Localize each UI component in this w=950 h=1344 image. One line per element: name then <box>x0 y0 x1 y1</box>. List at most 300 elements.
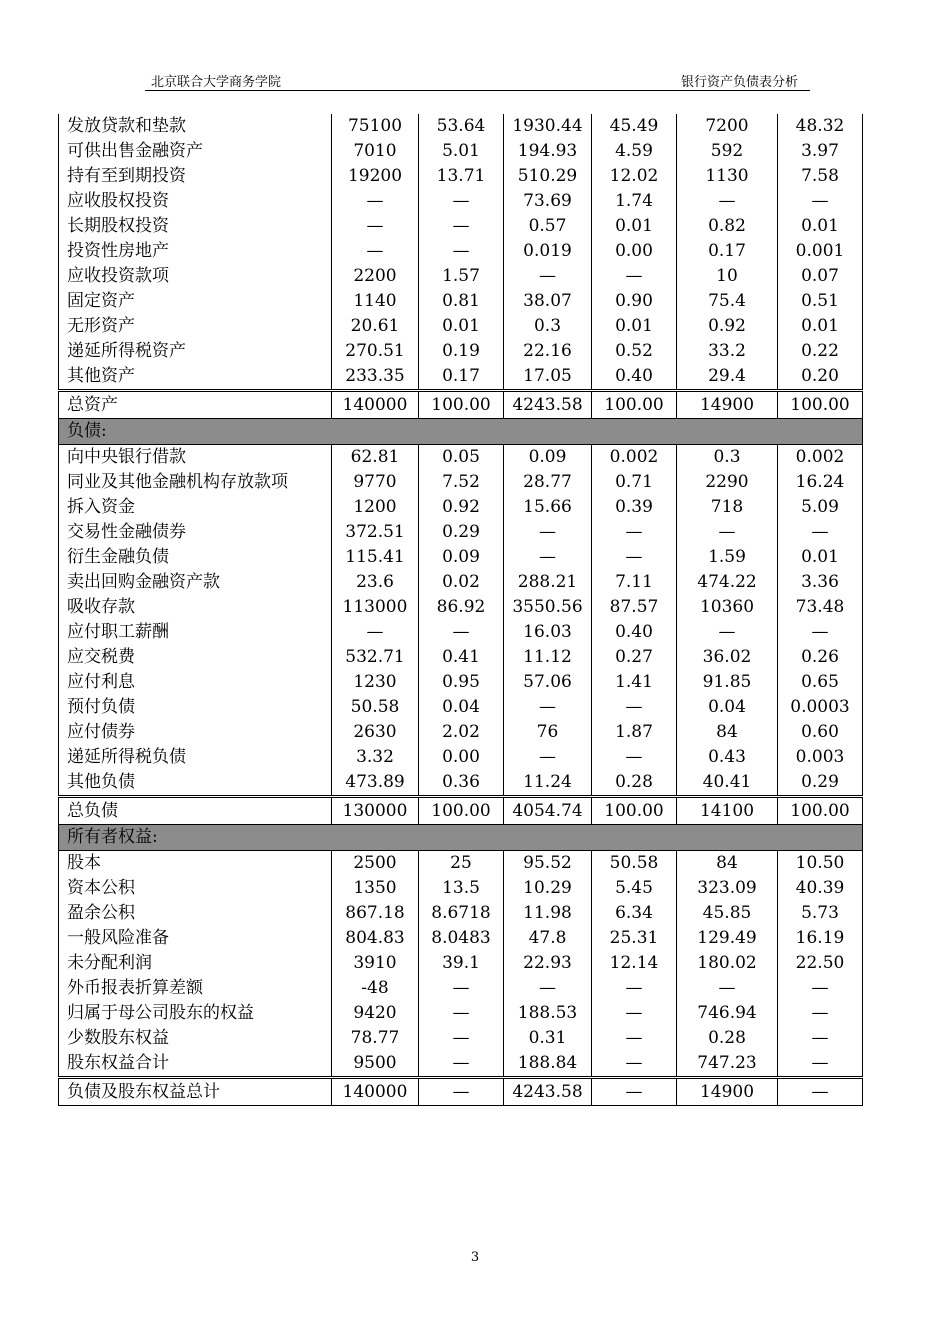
cell-value: 0.019 <box>504 239 592 264</box>
cell-value: 76 <box>504 720 592 745</box>
cell-value: — <box>778 1078 863 1106</box>
table-row <box>59 495 863 520</box>
row-label: 其他资产 <box>59 364 332 391</box>
cell-value: 0.60 <box>778 720 863 745</box>
cell-value: — <box>677 620 778 645</box>
cell-value: 1930.44 <box>504 114 592 139</box>
row-label: 发放贷款和垫款 <box>59 114 332 139</box>
cell-value: 87.57 <box>592 595 677 620</box>
cell-value: 38.07 <box>504 289 592 314</box>
cell-value: 9770 <box>332 470 419 495</box>
cell-value: 0.29 <box>419 520 504 545</box>
cell-value: 0.07 <box>778 264 863 289</box>
cell-value: 188.53 <box>504 1001 592 1026</box>
row-label: 外币报表折算差额 <box>59 976 332 1001</box>
cell-value: 7.52 <box>419 470 504 495</box>
row-label: 少数股东权益 <box>59 1026 332 1051</box>
cell-value: — <box>778 1001 863 1026</box>
cell-value: — <box>332 239 419 264</box>
cell-value: 0.31 <box>504 1026 592 1051</box>
table-row <box>59 620 863 645</box>
section-label: 所有者权益: <box>59 825 863 851</box>
cell-value: 0.04 <box>677 695 778 720</box>
cell-value: 0.01 <box>778 545 863 570</box>
cell-value: — <box>677 976 778 1001</box>
cell-value: 2630 <box>332 720 419 745</box>
balance-sheet-body <box>59 114 863 1106</box>
cell-value: — <box>592 976 677 1001</box>
row-label: 卖出回购金融资产款 <box>59 570 332 595</box>
row-label: 衍生金融负债 <box>59 545 332 570</box>
cell-value: — <box>504 745 592 770</box>
cell-value: — <box>592 745 677 770</box>
table-row <box>59 745 863 770</box>
cell-value: 13.71 <box>419 164 504 189</box>
cell-value: 45.85 <box>677 901 778 926</box>
cell-value: — <box>332 620 419 645</box>
table-row <box>59 876 863 901</box>
row-label: 预付负债 <box>59 695 332 720</box>
cell-value: 7.11 <box>592 570 677 595</box>
cell-value: 747.23 <box>677 1051 778 1078</box>
cell-value: 0.65 <box>778 670 863 695</box>
cell-value: 0.29 <box>778 770 863 797</box>
cell-value: — <box>419 976 504 1001</box>
cell-value: 0.20 <box>778 364 863 391</box>
cell-value: 25 <box>419 851 504 877</box>
row-label: 同业及其他金融机构存放款项 <box>59 470 332 495</box>
cell-value: 22.16 <box>504 339 592 364</box>
cell-value: 5.45 <box>592 876 677 901</box>
cell-value: 473.89 <box>332 770 419 797</box>
cell-value: — <box>419 214 504 239</box>
table-row <box>59 445 863 471</box>
row-label: 递延所得税负债 <box>59 745 332 770</box>
cell-value: 113000 <box>332 595 419 620</box>
page-header <box>145 70 810 91</box>
cell-value: 5.01 <box>419 139 504 164</box>
row-label: 盈余公积 <box>59 901 332 926</box>
table-row <box>59 470 863 495</box>
cell-value: 0.52 <box>592 339 677 364</box>
total-liabilities-row <box>59 797 863 825</box>
cell-value: 0.002 <box>592 445 677 471</box>
cell-value: 48.32 <box>778 114 863 139</box>
cell-value: — <box>504 545 592 570</box>
cell-value: 50.58 <box>332 695 419 720</box>
cell-value: 25.31 <box>592 926 677 951</box>
cell-value: — <box>778 520 863 545</box>
cell-value: 532.71 <box>332 645 419 670</box>
cell-value: 323.09 <box>677 876 778 901</box>
cell-value: 9500 <box>332 1051 419 1078</box>
cell-value: 130000 <box>332 797 419 825</box>
cell-value: 8.0483 <box>419 926 504 951</box>
table-row <box>59 1026 863 1051</box>
table-row <box>59 1001 863 1026</box>
row-label: 持有至到期投资 <box>59 164 332 189</box>
cell-value: 10.50 <box>778 851 863 877</box>
row-label: 无形资产 <box>59 314 332 339</box>
cell-value: — <box>504 520 592 545</box>
cell-value: — <box>332 214 419 239</box>
cell-value: 3.97 <box>778 139 863 164</box>
cell-value: 0.57 <box>504 214 592 239</box>
cell-value: 13.5 <box>419 876 504 901</box>
cell-value: — <box>419 189 504 214</box>
cell-value: 100.00 <box>419 797 504 825</box>
cell-value: 11.98 <box>504 901 592 926</box>
cell-value: 0.02 <box>419 570 504 595</box>
cell-value: 39.1 <box>419 951 504 976</box>
cell-value: 29.4 <box>677 364 778 391</box>
cell-value: — <box>504 976 592 1001</box>
cell-value: 3550.56 <box>504 595 592 620</box>
cell-value: — <box>592 1001 677 1026</box>
row-label: 投资性房地产 <box>59 239 332 264</box>
cell-value: 36.02 <box>677 645 778 670</box>
cell-value: 95.52 <box>504 851 592 877</box>
cell-value: 0.36 <box>419 770 504 797</box>
cell-value: 1200 <box>332 495 419 520</box>
cell-value: 14900 <box>677 1078 778 1106</box>
cell-value: 7.58 <box>778 164 863 189</box>
cell-value: 129.49 <box>677 926 778 951</box>
cell-value: 0.09 <box>419 545 504 570</box>
cell-value: 73.48 <box>778 595 863 620</box>
cell-value: 40.39 <box>778 876 863 901</box>
cell-value: 100.00 <box>778 391 863 419</box>
cell-value: 86.92 <box>419 595 504 620</box>
table-row <box>59 570 863 595</box>
cell-value: 0.05 <box>419 445 504 471</box>
table-row <box>59 520 863 545</box>
row-label: 应付利息 <box>59 670 332 695</box>
cell-value: 10360 <box>677 595 778 620</box>
row-label: 应收股权投资 <box>59 189 332 214</box>
row-label: 固定资产 <box>59 289 332 314</box>
cell-value: 4.59 <box>592 139 677 164</box>
cell-value: 73.69 <box>504 189 592 214</box>
cell-value: — <box>677 520 778 545</box>
cell-value: 180.02 <box>677 951 778 976</box>
cell-value: 91.85 <box>677 670 778 695</box>
row-label: 拆入资金 <box>59 495 332 520</box>
cell-value: 0.01 <box>592 314 677 339</box>
cell-value: 0.28 <box>592 770 677 797</box>
cell-value: 0.43 <box>677 745 778 770</box>
cell-value: 78.77 <box>332 1026 419 1051</box>
cell-value: 2500 <box>332 851 419 877</box>
table-row <box>59 670 863 695</box>
cell-value: 6.34 <box>592 901 677 926</box>
table-row <box>59 139 863 164</box>
cell-value: 22.50 <box>778 951 863 976</box>
cell-value: 2290 <box>677 470 778 495</box>
cell-value: 510.29 <box>504 164 592 189</box>
cell-value: — <box>419 1026 504 1051</box>
row-label: 其他负债 <box>59 770 332 797</box>
cell-value: — <box>778 620 863 645</box>
row-label: 总资产 <box>59 391 332 419</box>
cell-value: 19200 <box>332 164 419 189</box>
table-row <box>59 901 863 926</box>
cell-value: 20.61 <box>332 314 419 339</box>
cell-value: 28.77 <box>504 470 592 495</box>
table-row <box>59 645 863 670</box>
cell-value: — <box>592 695 677 720</box>
cell-value: 100.00 <box>778 797 863 825</box>
section-label: 负债: <box>59 419 863 445</box>
cell-value: 0.17 <box>419 364 504 391</box>
row-label: 应交税费 <box>59 645 332 670</box>
table-row <box>59 595 863 620</box>
cell-value: 1230 <box>332 670 419 695</box>
cell-value: 474.22 <box>677 570 778 595</box>
cell-value: 0.81 <box>419 289 504 314</box>
table-row <box>59 1051 863 1078</box>
balance-sheet-table <box>58 114 863 1106</box>
cell-value: 0.002 <box>778 445 863 471</box>
cell-value: 0.71 <box>592 470 677 495</box>
cell-value: — <box>592 1051 677 1078</box>
cell-value: 84 <box>677 851 778 877</box>
cell-value: 115.41 <box>332 545 419 570</box>
cell-value: — <box>419 239 504 264</box>
cell-value: 867.18 <box>332 901 419 926</box>
cell-value: 1.87 <box>592 720 677 745</box>
cell-value: 45.49 <box>592 114 677 139</box>
cell-value: 0.17 <box>677 239 778 264</box>
row-label: 交易性金融债券 <box>59 520 332 545</box>
cell-value: 0.40 <box>592 620 677 645</box>
cell-value: — <box>504 695 592 720</box>
row-label: 归属于母公司股东的权益 <box>59 1001 332 1026</box>
cell-value: 2.02 <box>419 720 504 745</box>
row-label: 总负债 <box>59 797 332 825</box>
cell-value: 7200 <box>677 114 778 139</box>
cell-value: 0.00 <box>419 745 504 770</box>
cell-value: 0.01 <box>592 214 677 239</box>
cell-value: 0.95 <box>419 670 504 695</box>
row-label: 股本 <box>59 851 332 877</box>
table-row <box>59 976 863 1001</box>
cell-value: — <box>419 1051 504 1078</box>
cell-value: 75100 <box>332 114 419 139</box>
cell-value: 4054.74 <box>504 797 592 825</box>
cell-value: 16.24 <box>778 470 863 495</box>
row-label: 递延所得税资产 <box>59 339 332 364</box>
table-row <box>59 770 863 797</box>
table-row <box>59 364 863 391</box>
cell-value: 288.21 <box>504 570 592 595</box>
cell-value: 0.92 <box>677 314 778 339</box>
cell-value: 57.06 <box>504 670 592 695</box>
cell-value: 47.8 <box>504 926 592 951</box>
cell-value: 0.51 <box>778 289 863 314</box>
cell-value: 12.14 <box>592 951 677 976</box>
cell-value: 0.04 <box>419 695 504 720</box>
cell-value: 0.90 <box>592 289 677 314</box>
cell-value: 0.3 <box>677 445 778 471</box>
row-label: 一般风险准备 <box>59 926 332 951</box>
cell-value: — <box>592 520 677 545</box>
cell-value: 53.64 <box>419 114 504 139</box>
cell-value: 10.29 <box>504 876 592 901</box>
cell-value: 746.94 <box>677 1001 778 1026</box>
cell-value: 84 <box>677 720 778 745</box>
liabilities-section-header <box>59 419 863 445</box>
cell-value: 0.01 <box>778 214 863 239</box>
cell-value: 12.02 <box>592 164 677 189</box>
cell-value: 22.93 <box>504 951 592 976</box>
cell-value: — <box>592 545 677 570</box>
cell-value: 0.00 <box>592 239 677 264</box>
cell-value: 0.19 <box>419 339 504 364</box>
page-number: 3 <box>470 1250 480 1265</box>
cell-value: 100.00 <box>592 797 677 825</box>
cell-value: 75.4 <box>677 289 778 314</box>
cell-value: 7010 <box>332 139 419 164</box>
row-label: 应付债券 <box>59 720 332 745</box>
table-row <box>59 339 863 364</box>
row-label: 应付职工薪酬 <box>59 620 332 645</box>
row-label: 未分配利润 <box>59 951 332 976</box>
cell-value: 2200 <box>332 264 419 289</box>
cell-value: 0.26 <box>778 645 863 670</box>
cell-value: 0.3 <box>504 314 592 339</box>
table-row <box>59 164 863 189</box>
total-assets-row <box>59 391 863 419</box>
cell-value: — <box>778 1051 863 1078</box>
equity-section-header <box>59 825 863 851</box>
cell-value: 0.27 <box>592 645 677 670</box>
cell-value: — <box>332 189 419 214</box>
cell-value: 33.2 <box>677 339 778 364</box>
cell-value: 233.35 <box>332 364 419 391</box>
cell-value: 16.19 <box>778 926 863 951</box>
row-label: 长期股权投资 <box>59 214 332 239</box>
cell-value: 0.001 <box>778 239 863 264</box>
cell-value: 1.74 <box>592 189 677 214</box>
cell-value: 0.0003 <box>778 695 863 720</box>
grand-total-row <box>59 1078 863 1106</box>
cell-value: 50.58 <box>592 851 677 877</box>
row-label: 股东权益合计 <box>59 1051 332 1078</box>
cell-value: 0.01 <box>778 314 863 339</box>
cell-value: 100.00 <box>592 391 677 419</box>
cell-value: 62.81 <box>332 445 419 471</box>
cell-value: 0.09 <box>504 445 592 471</box>
cell-value: 0.82 <box>677 214 778 239</box>
cell-value: 5.73 <box>778 901 863 926</box>
cell-value: 3.32 <box>332 745 419 770</box>
cell-value: 14100 <box>677 797 778 825</box>
cell-value: 40.41 <box>677 770 778 797</box>
header-doc-title: 银行资产负债表分析 <box>680 75 798 90</box>
cell-value: 0.28 <box>677 1026 778 1051</box>
cell-value: 270.51 <box>332 339 419 364</box>
cell-value: — <box>778 1026 863 1051</box>
cell-value: 17.05 <box>504 364 592 391</box>
table-row <box>59 289 863 314</box>
cell-value: — <box>592 264 677 289</box>
table-row <box>59 545 863 570</box>
cell-value: 0.003 <box>778 745 863 770</box>
cell-value: — <box>778 976 863 1001</box>
row-label: 负债及股东权益总计 <box>59 1078 332 1106</box>
cell-value: 100.00 <box>419 391 504 419</box>
cell-value: 0.92 <box>419 495 504 520</box>
row-label: 资本公积 <box>59 876 332 901</box>
cell-value: 8.6718 <box>419 901 504 926</box>
cell-value: — <box>419 1078 504 1106</box>
cell-value: 1.41 <box>592 670 677 695</box>
table-row <box>59 314 863 339</box>
cell-value: 140000 <box>332 391 419 419</box>
cell-value: 11.12 <box>504 645 592 670</box>
cell-value: 1.57 <box>419 264 504 289</box>
cell-value: 15.66 <box>504 495 592 520</box>
cell-value: 16.03 <box>504 620 592 645</box>
row-label: 应收投资款项 <box>59 264 332 289</box>
cell-value: 718 <box>677 495 778 520</box>
cell-value: 804.83 <box>332 926 419 951</box>
cell-value: 3.36 <box>778 570 863 595</box>
table-row <box>59 951 863 976</box>
cell-value: 9420 <box>332 1001 419 1026</box>
table-row <box>59 114 863 139</box>
cell-value: 4243.58 <box>504 1078 592 1106</box>
cell-value: 592 <box>677 139 778 164</box>
table-row <box>59 851 863 877</box>
table-row <box>59 695 863 720</box>
table-row <box>59 214 863 239</box>
cell-value: 23.6 <box>332 570 419 595</box>
cell-value: 188.84 <box>504 1051 592 1078</box>
cell-value: 3910 <box>332 951 419 976</box>
row-label: 可供出售金融资产 <box>59 139 332 164</box>
cell-value: 4243.58 <box>504 391 592 419</box>
table-row <box>59 189 863 214</box>
cell-value: 140000 <box>332 1078 419 1106</box>
cell-value: 0.01 <box>419 314 504 339</box>
cell-value: 5.09 <box>778 495 863 520</box>
cell-value: — <box>677 189 778 214</box>
cell-value: 1130 <box>677 164 778 189</box>
header-school: 北京联合大学商务学院 <box>151 75 282 90</box>
cell-value: 10 <box>677 264 778 289</box>
table-row <box>59 264 863 289</box>
cell-value: 1350 <box>332 876 419 901</box>
cell-value: — <box>778 189 863 214</box>
cell-value: — <box>592 1026 677 1051</box>
cell-value: -48 <box>332 976 419 1001</box>
cell-value: — <box>592 1078 677 1106</box>
cell-value: 14900 <box>677 391 778 419</box>
cell-value: 0.40 <box>592 364 677 391</box>
cell-value: — <box>419 1001 504 1026</box>
table-row <box>59 720 863 745</box>
table-row <box>59 239 863 264</box>
cell-value: 0.39 <box>592 495 677 520</box>
row-label: 向中央银行借款 <box>59 445 332 471</box>
table-row <box>59 926 863 951</box>
cell-value: 372.51 <box>332 520 419 545</box>
row-label: 吸收存款 <box>59 595 332 620</box>
cell-value: — <box>504 264 592 289</box>
cell-value: 1140 <box>332 289 419 314</box>
